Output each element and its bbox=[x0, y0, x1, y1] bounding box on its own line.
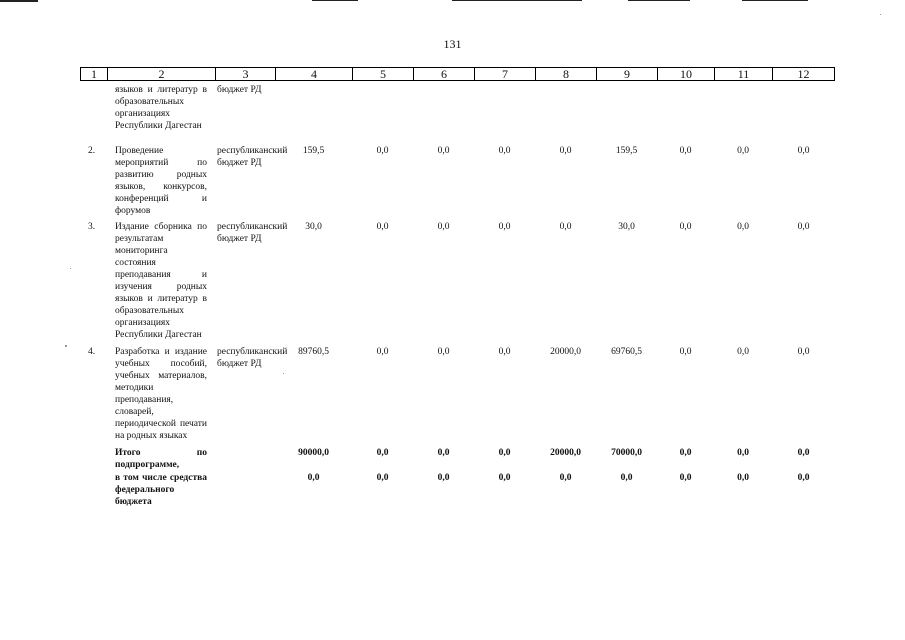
value-col-10: 0,0 bbox=[679, 146, 692, 156]
total-col-11: 0,0 bbox=[737, 473, 749, 483]
column-header: 12 bbox=[772, 67, 835, 81]
row-description: Издание сборника по результатам мониторинга состояния преподавания и изучения родных языков и литератур в образовательных организациях Республики Дагестан bbox=[115, 222, 207, 340]
value-col-6: 0,0 bbox=[437, 222, 450, 232]
scan-edge-line bbox=[628, 0, 690, 1]
value-col-4: 30,0 bbox=[305, 222, 322, 232]
column-header: 9 bbox=[596, 67, 657, 81]
value-col-8: 0,0 bbox=[559, 222, 572, 232]
row-funding-source: республиканский бюджет РД bbox=[217, 146, 288, 168]
column-header: 4 bbox=[275, 67, 352, 81]
scan-edge-line bbox=[742, 0, 808, 1]
column-header: 7 bbox=[474, 67, 535, 81]
column-header: 1 bbox=[80, 67, 107, 81]
page-number: 131 bbox=[443, 37, 462, 51]
column-header: 3 bbox=[215, 67, 275, 81]
total-col-12: 0,0 bbox=[797, 448, 810, 458]
total-col-9: 0,0 bbox=[620, 473, 633, 483]
value-col-5: 0,0 bbox=[376, 347, 389, 357]
column-header: 6 bbox=[413, 67, 474, 81]
total-label: Итого по подпрограмме, bbox=[115, 448, 207, 470]
value-col-7: 0,0 bbox=[498, 347, 511, 357]
total-col-11: 0,0 bbox=[737, 448, 749, 458]
value-col-11: 0,0 bbox=[737, 222, 749, 232]
value-col-8: 0,0 bbox=[559, 146, 572, 156]
row-number: 3. bbox=[88, 222, 96, 232]
scan-edge-line bbox=[452, 0, 582, 1]
value-col-12: 0,0 bbox=[797, 146, 810, 156]
value-col-7: 0,0 bbox=[498, 222, 511, 232]
column-header: 5 bbox=[352, 67, 413, 81]
value-col-9: 159,5 bbox=[615, 146, 638, 156]
scan-speckle bbox=[880, 14, 881, 15]
total-col-8: 0,0 bbox=[559, 473, 572, 483]
row-funding-source: бюджет РД bbox=[217, 85, 262, 95]
row-description: Проведение мероприятий по развитию родных языков, конкурсов, конференций и форумов bbox=[115, 146, 207, 216]
total-col-4: 0,0 bbox=[307, 473, 320, 483]
total-col-6: 0,0 bbox=[437, 448, 450, 458]
value-col-12: 0,0 bbox=[797, 222, 810, 232]
total-col-5: 0,0 bbox=[376, 448, 389, 458]
column-header: 11 bbox=[714, 67, 772, 81]
column-header: 8 bbox=[535, 67, 596, 81]
value-col-5: 0,0 bbox=[376, 146, 389, 156]
value-col-9: 30,0 bbox=[618, 222, 635, 232]
scan-edge-line bbox=[312, 0, 358, 1]
total-col-12: 0,0 bbox=[797, 473, 810, 483]
row-description: языков и литератур в образовательных организациях Республики Дагестан bbox=[115, 85, 207, 131]
value-col-11: 0,0 bbox=[737, 146, 749, 156]
row-funding-source: республиканский бюджет РД bbox=[217, 222, 288, 244]
scan-edge-line bbox=[0, 0, 38, 2]
value-col-4: 159,5 bbox=[302, 146, 325, 156]
value-col-10: 0,0 bbox=[679, 222, 692, 232]
scan-speckle bbox=[283, 373, 284, 374]
row-funding-source: республиканский бюджет РД bbox=[217, 347, 288, 369]
value-col-9: 69760,5 bbox=[611, 347, 642, 357]
value-col-11: 0,0 bbox=[737, 347, 749, 357]
total-col-7: 0,0 bbox=[498, 473, 511, 483]
total-col-5: 0,0 bbox=[376, 473, 389, 483]
row-number: 2. bbox=[88, 146, 96, 156]
value-col-7: 0,0 bbox=[498, 146, 511, 156]
value-col-4: 89760,5 bbox=[298, 347, 329, 357]
value-col-12: 0,0 bbox=[797, 347, 810, 357]
value-col-10: 0,0 bbox=[679, 347, 692, 357]
row-number: 4. bbox=[88, 347, 96, 357]
total-col-7: 0,0 bbox=[498, 448, 511, 458]
total-col-8: 20000,0 bbox=[550, 448, 581, 458]
total-col-10: 0,0 bbox=[679, 448, 692, 458]
column-header: 10 bbox=[657, 67, 714, 81]
total-col-6: 0,0 bbox=[437, 473, 450, 483]
row-description: Разработка и издание учебных пособий, учебных материалов, методики преподавания, словарей, периодической печати на родных языках bbox=[115, 347, 207, 441]
value-col-8: 20000,0 bbox=[550, 347, 581, 357]
value-col-5: 0,0 bbox=[376, 222, 389, 232]
value-col-6: 0,0 bbox=[437, 347, 450, 357]
scan-speckle bbox=[70, 268, 71, 269]
total-col-9: 70000,0 bbox=[611, 448, 642, 458]
total-col-4: 90000,0 bbox=[298, 448, 329, 458]
column-header: 2 bbox=[107, 67, 215, 81]
value-col-6: 0,0 bbox=[437, 146, 450, 156]
total-col-10: 0,0 bbox=[679, 473, 692, 483]
total-label: в том числе средства федерального бюджета bbox=[115, 473, 207, 507]
scan-speckle bbox=[65, 345, 67, 347]
